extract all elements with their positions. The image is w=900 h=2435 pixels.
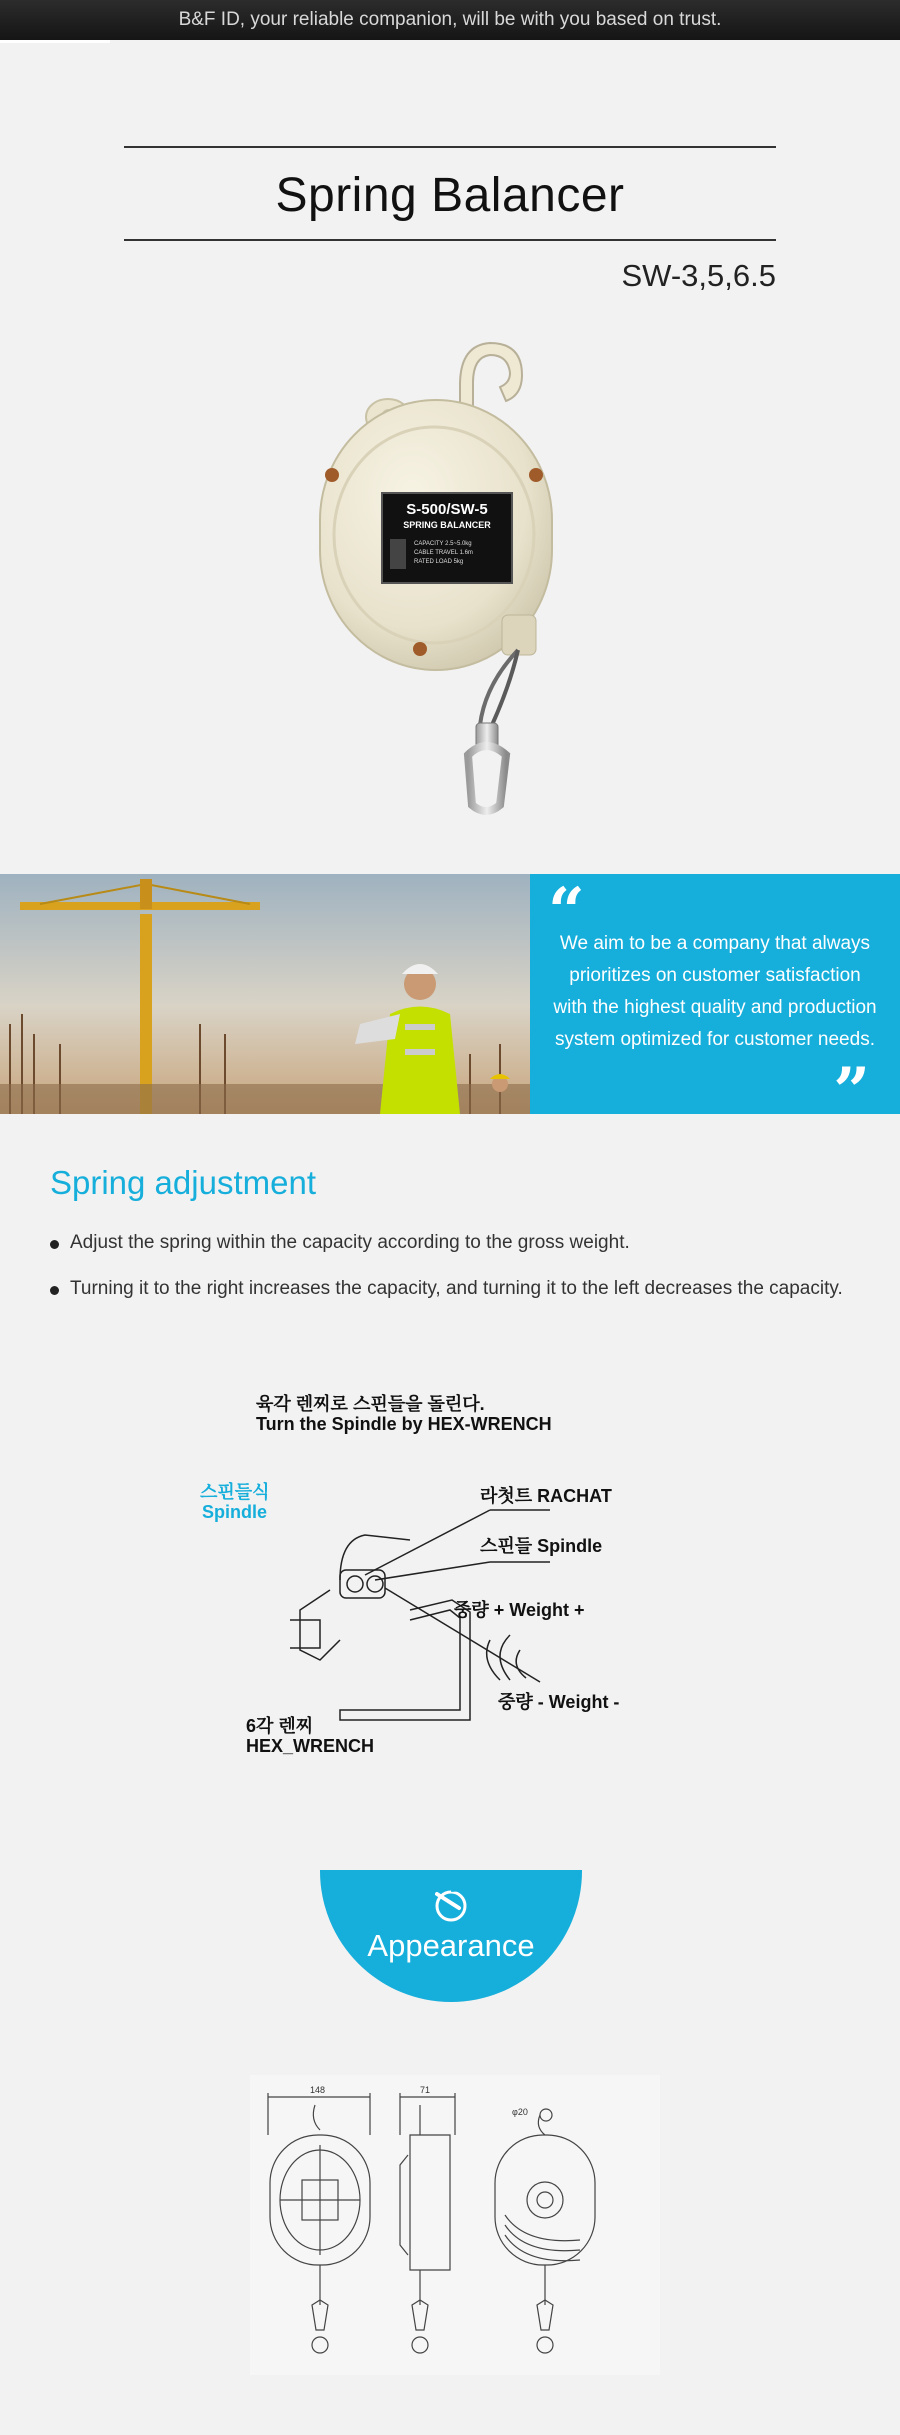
appearance-drawings <box>250 2075 660 2375</box>
dimension-depth: 71 <box>420 2085 431 2095</box>
weight-plus-label: 중량 + Weight + <box>454 1600 585 1620</box>
hex-wrench-en: HEX_WRENCH <box>246 1736 375 1756</box>
appearance-badge <box>320 1870 582 2002</box>
list-item: Adjust the spring within the capacity according to the gross weight. <box>50 1232 870 1254</box>
spring-balancer-image <box>310 325 570 815</box>
hex-wrench-kr: 6각 렌찌 <box>246 1716 314 1736</box>
label-line-2: CABLE TRAVEL 1.6m <box>414 550 473 556</box>
open-quote-icon: “ <box>548 874 585 949</box>
title-rule-bottom <box>124 239 776 241</box>
close-quote-icon: ” <box>833 1054 870 1129</box>
label-model: S-500/SW-5 <box>406 501 488 518</box>
dimension-width: 148 <box>310 2085 326 2095</box>
mission-banner <box>0 874 900 1129</box>
mission-quote <box>530 874 900 1129</box>
label-line-1: CAPACITY 2.5~5.0kg <box>414 541 472 547</box>
title-block <box>124 146 776 241</box>
dimension-hook: φ20 <box>512 2107 528 2117</box>
spindle-label: 스핀들 Spindle <box>480 1536 603 1556</box>
top-bar <box>0 0 900 40</box>
construction-scene-image <box>0 874 530 1114</box>
brand-logo-icon <box>429 1884 473 1924</box>
label-subtitle: SPRING BALANCER <box>403 520 491 530</box>
page-title: Spring Balancer <box>275 169 625 222</box>
label-line-3: RATED LOAD 5kg <box>414 559 464 565</box>
ratchet-label: 라첫트 RACHAT <box>480 1486 612 1506</box>
diagram-instruction-kr: 육각 렌찌로 스핀들을 돌린다. <box>256 1394 485 1414</box>
spring-adjustment-title: Spring adjustment <box>50 1164 316 1201</box>
spindle-diagram <box>190 1390 670 1780</box>
diagram-instruction-en: Turn the Spindle by HEX-WRENCH <box>256 1414 552 1434</box>
list-item: Turning it to the right increases the capacity, and turning it to the left decreases the capacity. <box>50 1278 870 1300</box>
construction-photo <box>0 874 530 1114</box>
appearance-title: Appearance <box>367 1928 535 1963</box>
weight-minus-label: 중량 - Weight - <box>498 1692 620 1712</box>
top-bar-accent <box>0 40 110 43</box>
spindle-type-en: Spindle <box>202 1502 268 1522</box>
mission-quote-text: We aim to be a company that always prioritizes on customer satisfaction with the highest quality and production system optimized for customer needs. <box>553 933 877 1050</box>
top-bar-text: B&F ID, your reliable companion, will be with you based on trust. <box>178 9 722 30</box>
spring-adjustment-list <box>50 1232 870 1324</box>
model-number: SW-3,5,6.5 <box>621 258 776 293</box>
spindle-type-kr: 스핀들식 <box>200 1482 270 1502</box>
